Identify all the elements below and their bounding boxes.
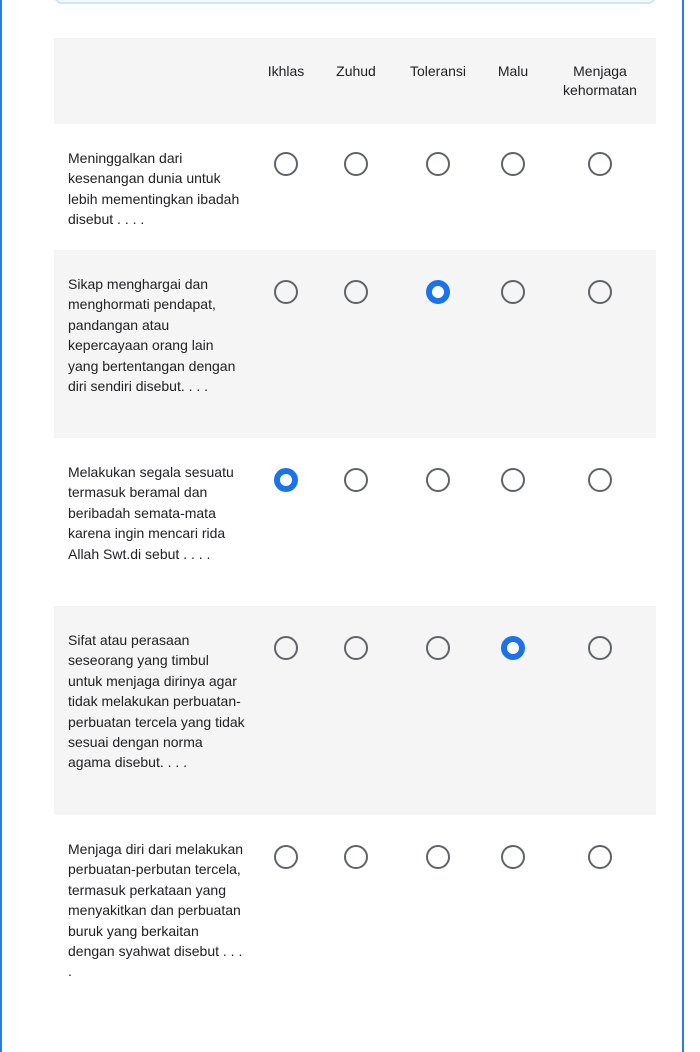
radio-zuhud[interactable]: [344, 468, 368, 492]
radio-ikhlas[interactable]: [274, 468, 298, 492]
radio-menjaga-kehormatan[interactable]: [588, 152, 612, 176]
column-header-malu: Malu: [497, 63, 529, 79]
radio-malu[interactable]: [501, 845, 525, 869]
question-text: Melakukan segala sesuatu termasuk beramal dan beribadah semata-mata karena ingin mencari rida Allah Swt.di sebut . . . .: [68, 464, 234, 562]
radio-toleransi[interactable]: [426, 845, 450, 869]
question-text: Meninggalkan dari kesenangan dunia untuk lebih mementingkan ibadah disebut . . . .: [68, 150, 240, 228]
radio-zuhud[interactable]: [344, 845, 368, 869]
radio-menjaga-kehormatan[interactable]: [588, 636, 612, 660]
question-row: [54, 124, 656, 250]
column-header-menjaga-kehormatan: Menjaga kehormatan: [563, 63, 637, 98]
radio-toleransi[interactable]: [426, 280, 450, 304]
radio-zuhud[interactable]: [344, 280, 368, 304]
top-panel-edge: [54, 0, 656, 4]
radio-toleransi[interactable]: [426, 636, 450, 660]
radio-ikhlas[interactable]: [274, 280, 298, 304]
radio-malu[interactable]: [501, 468, 525, 492]
question-text: Sifat atau perasaan seseorang yang timbul untuk menjaga dirinya agar tidak melakukan perbuatan-perbuatan tercela yang tidak sesuai dengan norma agama disebut. . . .: [68, 632, 245, 771]
question-row: [54, 815, 656, 1041]
question-row: [54, 250, 656, 438]
multiple-choice-grid: [54, 38, 656, 1041]
radio-malu[interactable]: [501, 152, 525, 176]
column-header-zuhud: Zuhud: [336, 63, 376, 79]
question-text: Sikap menghargai dan menghormati pendapat, pandangan atau kepercayaan orang lain yang bertentangan dengan diri sendiri disebut. . . .: [68, 276, 236, 395]
radio-menjaga-kehormatan[interactable]: [588, 468, 612, 492]
radio-zuhud[interactable]: [344, 152, 368, 176]
radio-toleransi[interactable]: [426, 152, 450, 176]
radio-ikhlas[interactable]: [274, 636, 298, 660]
column-header-ikhlas: Ikhlas: [267, 63, 305, 79]
radio-ikhlas[interactable]: [274, 152, 298, 176]
radio-malu[interactable]: [501, 280, 525, 304]
radio-toleransi[interactable]: [426, 468, 450, 492]
radio-menjaga-kehormatan[interactable]: [588, 845, 612, 869]
question-row: [54, 606, 656, 815]
radio-menjaga-kehormatan[interactable]: [588, 280, 612, 304]
grid-header-row: [54, 38, 656, 124]
radio-malu[interactable]: [501, 636, 525, 660]
radio-zuhud[interactable]: [344, 636, 368, 660]
column-header-toleransi: Toleransi: [409, 63, 467, 79]
question-row: [54, 438, 656, 606]
radio-ikhlas[interactable]: [274, 845, 298, 869]
question-text: Menjaga diri dari melakukan perbuatan-perbutan tercela, termasuk perkataan yang menyakitkan dan perbuatan buruk yang berkaitan dengan syahwat disebut . . . .: [68, 841, 244, 980]
